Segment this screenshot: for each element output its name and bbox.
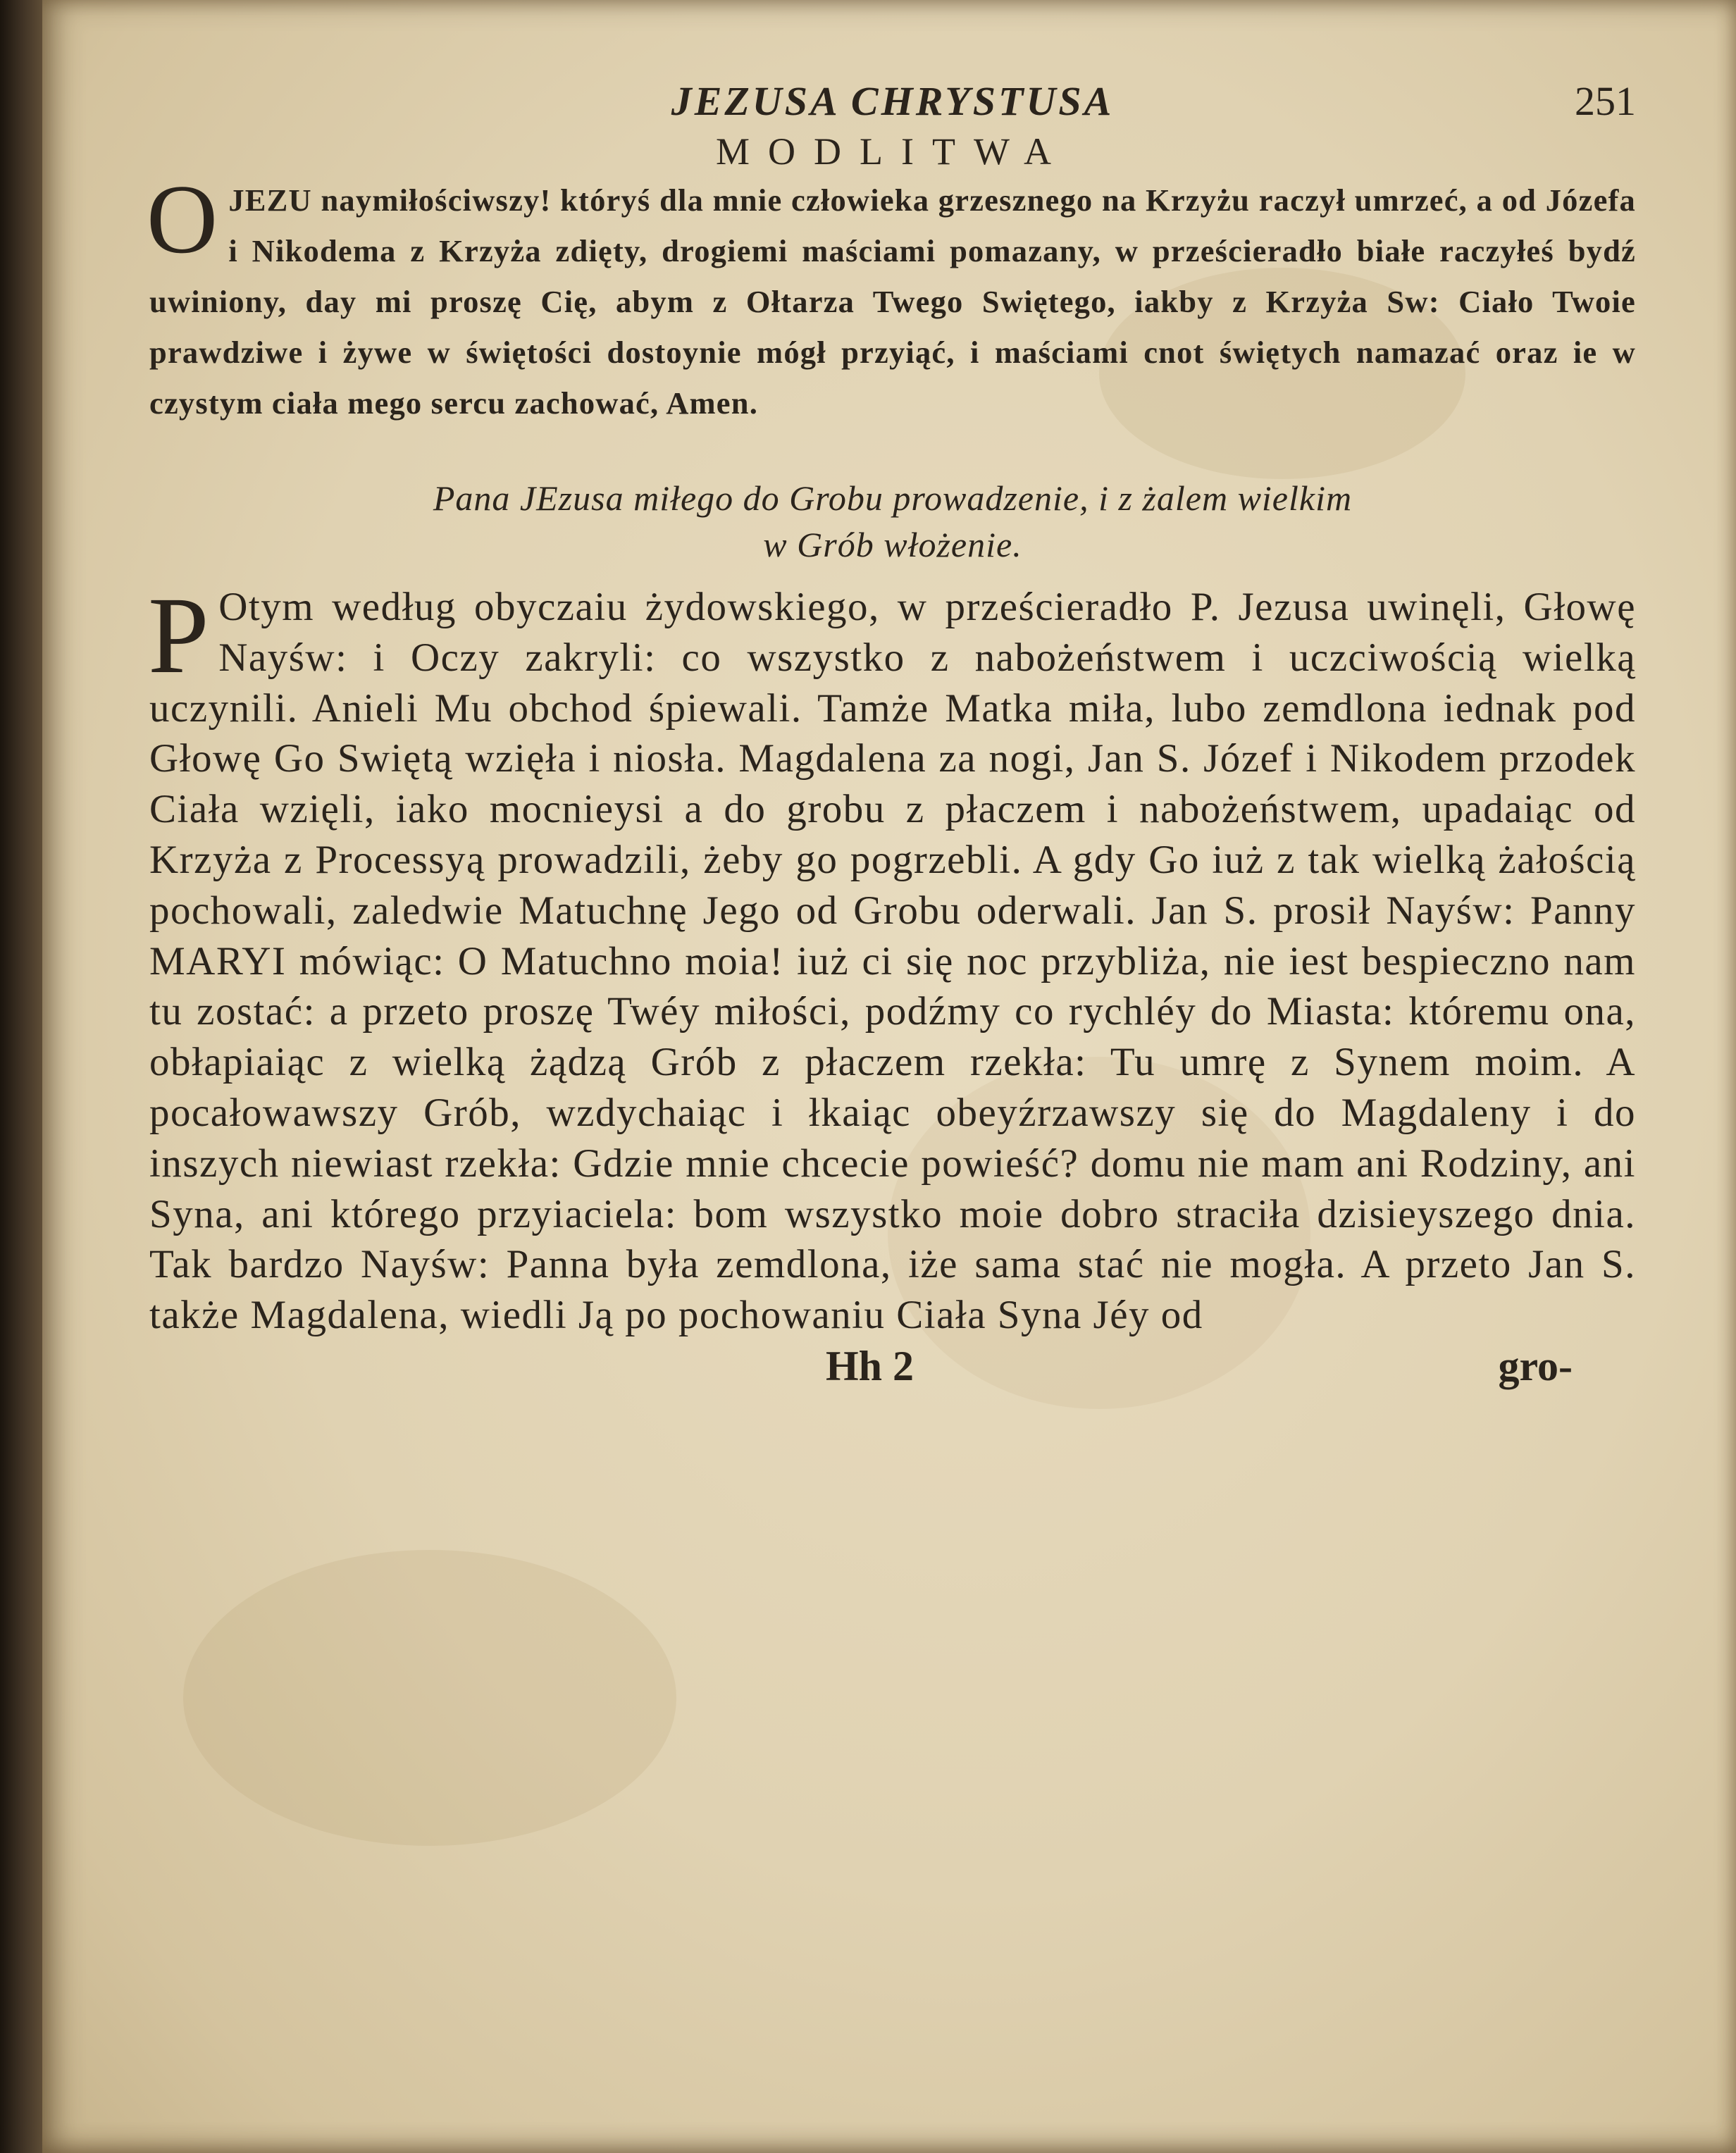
body-paragraph — [148, 574, 1636, 1341]
body-initial: P — [148, 574, 211, 696]
prayer-heading: MODLITWA — [716, 130, 1070, 173]
section-rubric — [149, 475, 1636, 568]
body-text: Otym według obyczaiu żydowskiego, w prześcieradło P. Jezusa uwinęli, Głowę Nayśw: i Oczy zakryli: co wszystko z nabożeństwem i uczciwością wielką uczynili. Anieli Mu obchod śpiewali. Tamże Matka miła, lubo zemdlona iednak pod Głowę Go Swiętą wzięła i niosła. Magdalena za nogi, Jan S. Józef i Nikodem przodek Ciała wzięli, iako mocnieysi a do grobu z płaczem i nabożeństwem, upadaiąc od Krzyża z Processyą prowadzili, żeby go pogrzebli. A gdy Go iuż z tak wielką żałością pochowali, zaledwie Matuchnę Jego od Grobu oderwali. Jan S. prosił Nayśw: Panny MARYI mówiąc: O Matuchno moia! iuż ci się noc przybliża, nie iest bespieczno nam tu zostać: a przeto proszę Twéy miłości, podźmy co rychléy do Miasta: któremu ona, obłapiaiąc z wielką żądzą Grób z płaczem rzekła: Tu umrę z Synem moim. A pocałowawszy Grób, wzdychaiąc i łkaiąc obeyźrzawszy się do Magdaleny i do inszych niewiast rzekła: Gdzie mnie chcecie powieść? domu nie mam ani Rodziny, ani Syna, ani którego przyiaciela: bom wszystko moie dobro straciła dzisieyszego dnia. Tak bardzo Nayśw: Panna była zemdlona, iże sama stać nie mogła. A przeto Jan S. także Magdalena, wiedli Ją po pochowaniu Ciała Syna Jéy od — [149, 585, 1636, 1338]
prayer-text: JEZU naymiłościwszy! któryś dla mnie człowieka grzesznego na Krzyżu raczył umrzeć, a od Józefa i Nikodema z Krzyża zdięty, drogiemi maściami pomazany, w prześcieradło białe raczyłeś bydź uwiniony, day mi proszę Cię, abym z Ołtarza Twego Swiętego, iakby z Krzyża Sw: Ciało Twoie prawdziwe i żywe w świętości dostoynie mógł przyiąć, i maściami cnot świętych namazać oraz ie w czystym ciała mego sercu zachować, Amen. — [149, 182, 1636, 421]
page-footer — [149, 1342, 1636, 1398]
signature-mark: Hh 2 — [826, 1342, 914, 1389]
book-page — [42, 0, 1736, 2153]
paper-stain — [183, 1550, 676, 1846]
rubric-line: Pana JEzusa miłego do Grobu prowadzenie, i z żalem wielkim — [433, 478, 1353, 518]
prayer-initial: O — [147, 165, 219, 274]
prayer-paragraph — [147, 165, 1636, 428]
page-number: 251 — [1575, 78, 1636, 124]
running-head — [149, 68, 1636, 132]
page-content — [149, 68, 1636, 1398]
rubric-line: w Grób włożenie. — [763, 525, 1022, 564]
running-title: JEZUSA CHRYSTUSA — [671, 78, 1115, 124]
catchword: gro- — [1498, 1342, 1573, 1389]
